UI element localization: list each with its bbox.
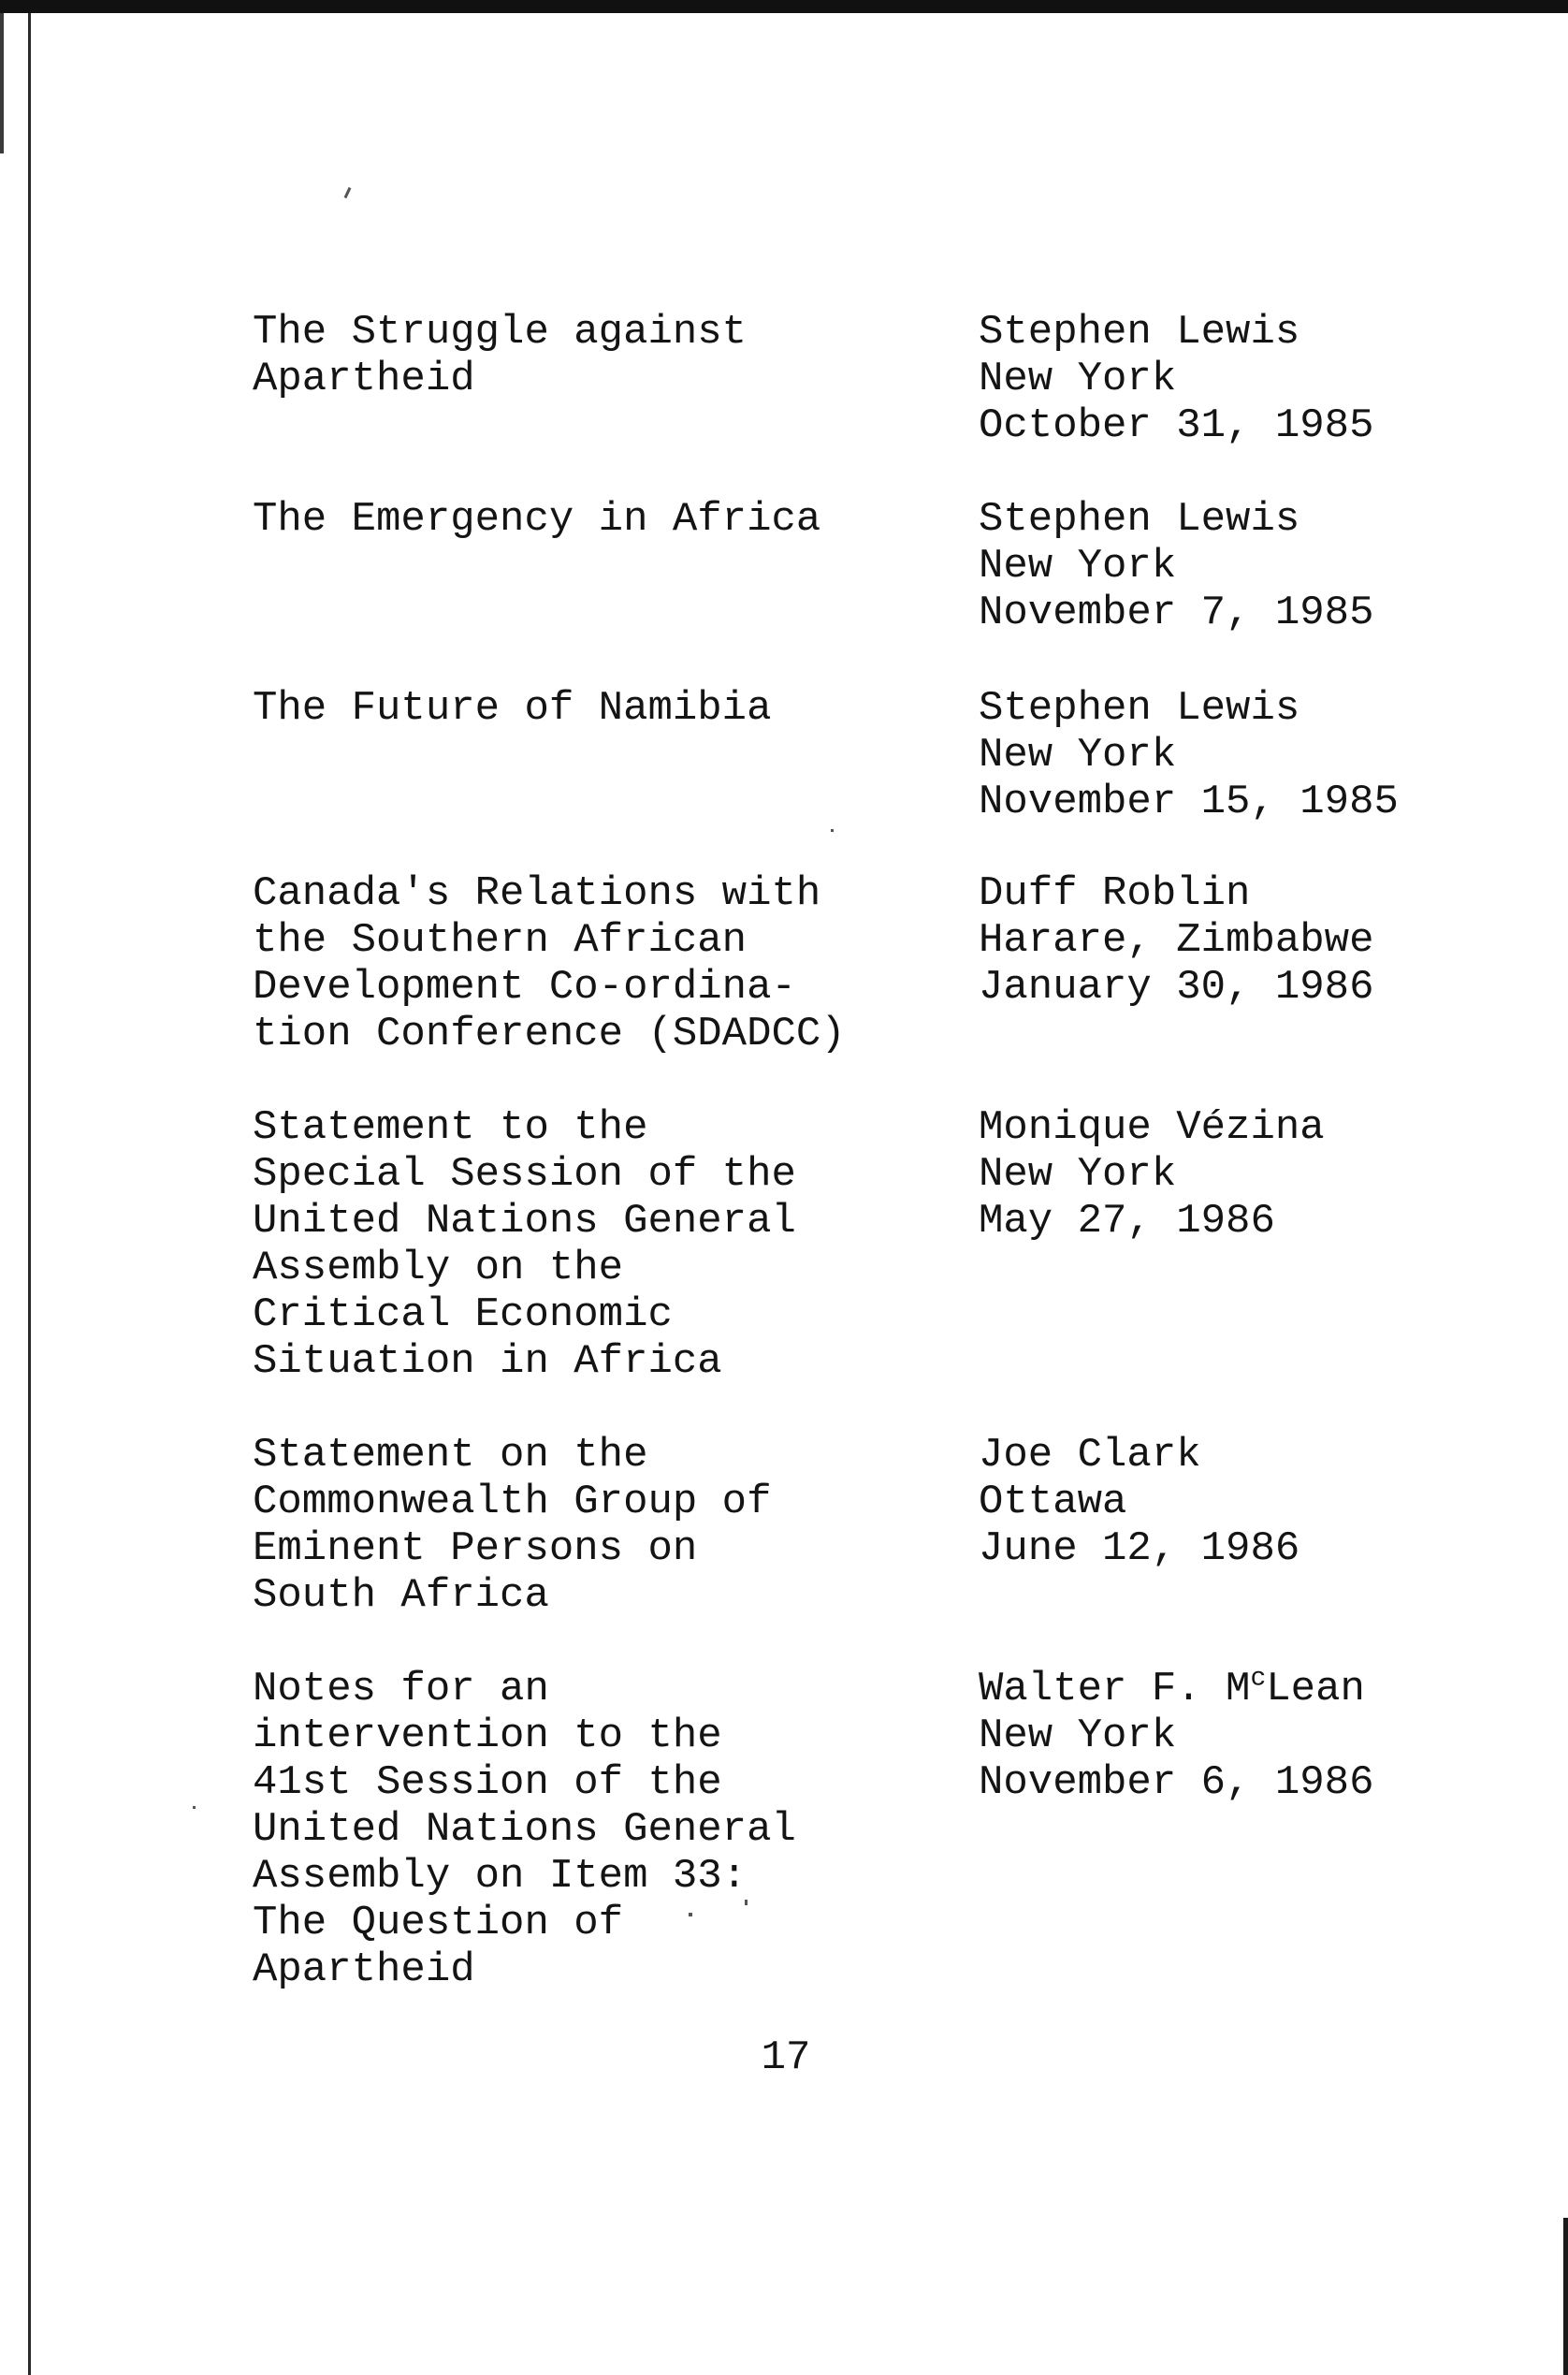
speech-details bbox=[979, 1432, 1503, 1572]
speech-title: The Struggle against Apartheid bbox=[253, 309, 748, 402]
speech-speaker bbox=[979, 1666, 1503, 1712]
speaker-name-start: Walter F. M bbox=[979, 1666, 1251, 1712]
speech-title: Statement on the Commonwealth Group of Eminent Persons on South Africa bbox=[253, 1432, 772, 1619]
speech-place: New York bbox=[979, 1151, 1177, 1198]
speech-date: January 30, 1986 bbox=[979, 964, 1374, 1011]
speech-details bbox=[979, 1666, 1503, 1806]
speech-place: Ottawa bbox=[979, 1479, 1127, 1525]
speech-date: November 15, 1985 bbox=[979, 779, 1399, 825]
speech-date: November 6, 1986 bbox=[979, 1759, 1374, 1806]
speech-date: November 7, 1985 bbox=[979, 590, 1374, 636]
page-binding-edge bbox=[28, 13, 31, 2375]
page-scan-edge-left bbox=[0, 13, 4, 153]
speech-speaker: Joe Clark bbox=[979, 1432, 1201, 1479]
speech-speaker: Stephen Lewis bbox=[979, 496, 1300, 543]
speech-place: New York bbox=[979, 543, 1177, 590]
speech-speaker: Duff Roblin bbox=[979, 870, 1251, 917]
speech-details bbox=[979, 870, 1503, 1011]
speech-speaker: Stephen Lewis bbox=[979, 685, 1300, 732]
speech-details bbox=[979, 685, 1503, 825]
speaker-name-superscript: c bbox=[1250, 1664, 1267, 1694]
page-scan-edge-right bbox=[1563, 2218, 1568, 2375]
page-top-border bbox=[0, 0, 1568, 13]
speech-title: Statement to the Special Session of the United Nations General Assembly on the Critical Economic Situation in Africa bbox=[253, 1104, 796, 1385]
speech-title: Notes for an intervention to the 41st Session of the United Nations General Assembly on Item 33: The Question of Apartheid bbox=[253, 1666, 796, 1993]
speech-place: New York bbox=[979, 356, 1177, 402]
speech-place: New York bbox=[979, 732, 1177, 779]
speech-title: Canada's Relations with the Southern African Development Co-ordina- tion Conference (SDADCC) bbox=[253, 870, 846, 1057]
speech-title: The Future of Namibia bbox=[253, 685, 772, 732]
page-number: 17 bbox=[761, 2034, 811, 2081]
speech-date: October 31, 1985 bbox=[979, 402, 1374, 449]
scan-speck bbox=[344, 187, 352, 198]
speech-details bbox=[979, 309, 1503, 449]
speech-speaker: Monique Vézina bbox=[979, 1104, 1325, 1151]
scan-speck bbox=[831, 829, 834, 832]
speech-title: The Emergency in Africa bbox=[253, 496, 821, 543]
speech-details bbox=[979, 496, 1503, 636]
speech-place: Harare, Zimbabwe bbox=[979, 917, 1374, 964]
speech-date: May 27, 1986 bbox=[979, 1198, 1275, 1245]
speech-date: June 12, 1986 bbox=[979, 1525, 1300, 1572]
speech-details bbox=[979, 1104, 1503, 1245]
speech-speaker: Stephen Lewis bbox=[979, 309, 1300, 356]
scan-speck bbox=[193, 1806, 196, 1809]
speech-place: New York bbox=[979, 1712, 1177, 1759]
speaker-name-end: Lean bbox=[1266, 1666, 1365, 1712]
